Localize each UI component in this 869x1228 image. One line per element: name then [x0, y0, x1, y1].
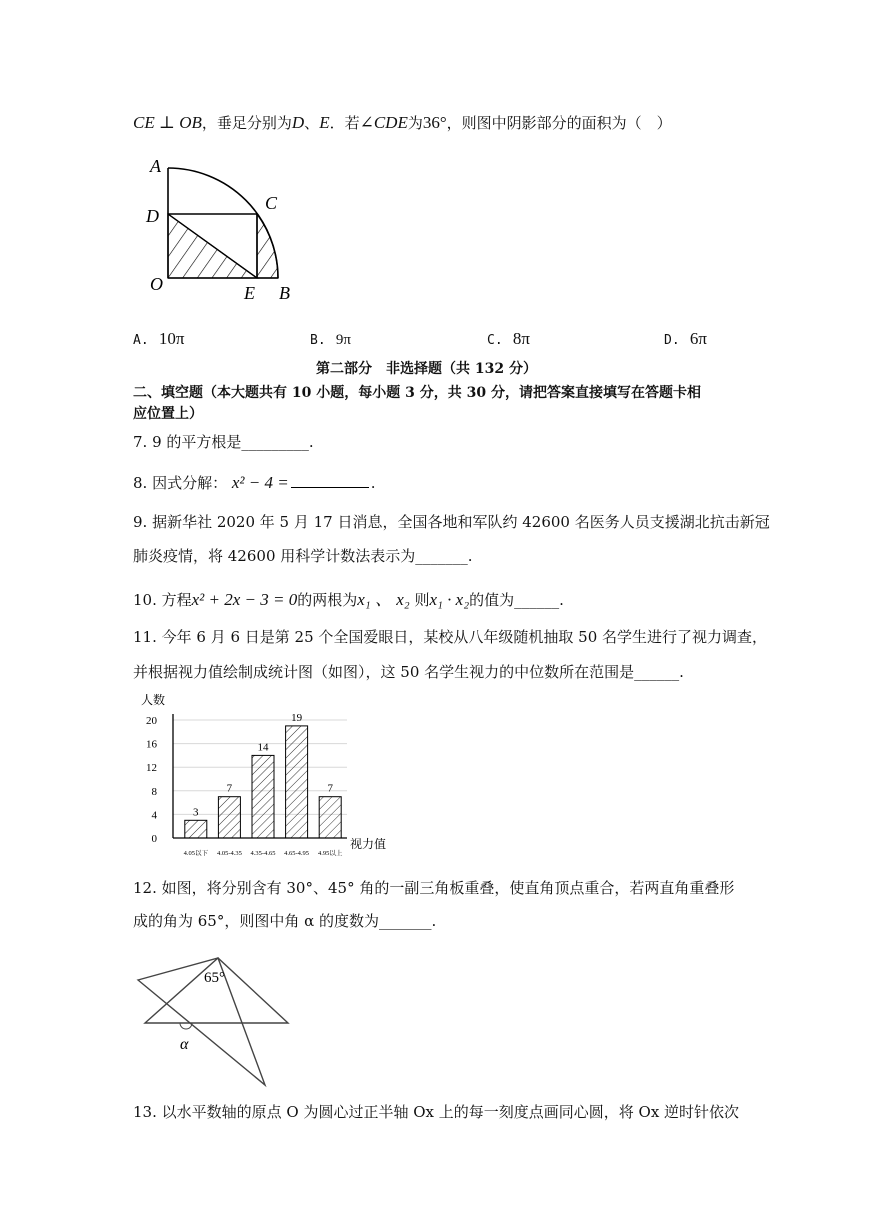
triangle-30deg: [138, 958, 265, 1085]
question-10: [133, 585, 564, 610]
section-heading-line2: 应位置上）: [133, 406, 203, 422]
q6-quarter-circle-figure: [140, 150, 310, 310]
q6-angle: ∠CDE: [359, 113, 408, 132]
section-heading-line1: 二、填空题（本大题共有 10 小题，每小题 3 分，共 30 分，请把答案直接填写在答题卡相: [133, 385, 701, 401]
q8-expression: x² − 4 =: [231, 473, 289, 492]
chart-x-tick-labels: [184, 848, 343, 857]
chart-x-tick-label: 4.05-4.35: [216, 850, 242, 857]
part2-title: 第二部分 非选择题（共 132 分）: [316, 361, 537, 377]
alpha-label: α: [180, 1036, 189, 1053]
question-8: [133, 472, 376, 493]
question-11-line1: 11. 今年 6 月 6 日是第 25 个全国爱眼日，某校从八年级随机抽取 50 名学生进行了视力调查，: [133, 628, 768, 646]
chart-y-tick-label: 4: [151, 809, 157, 822]
choice-letter: A.: [133, 333, 149, 348]
label-a: A: [150, 156, 161, 176]
chart-y-axis-label: 人数: [141, 693, 166, 707]
chart-y-tick-label: 12: [146, 762, 157, 775]
question-9-line1: 9. 据新华社 2020 年 5 月 17 日消息，全国各地和军队约 42600 名医务人员支援湖北抗击新冠: [133, 513, 770, 531]
chart-x-axis-label: 视力值: [350, 837, 387, 851]
chart-bar: [218, 797, 240, 838]
q6-point-d: D: [291, 113, 305, 132]
chart-x-tick-label: 4.05以下: [183, 850, 208, 857]
question-7: 7. 9 的平方根是_________.: [133, 433, 314, 451]
q10-suffix: 的值为______.: [469, 591, 564, 609]
question-12-line2: 成的角为 65°，则图中角 α 的度数为_______.: [133, 912, 437, 930]
choice-d[interactable]: [664, 329, 707, 349]
chart-value-label: 7: [327, 782, 333, 795]
q6-text: 为: [407, 114, 423, 132]
shaded-sliver: [257, 214, 278, 278]
label-e: E: [244, 283, 255, 303]
question-11-line2: 并根据视力值绘制成统计图（如图），这 50 名学生视力的中位数所在范围是______.: [133, 663, 684, 681]
q6-text: ，垂足分别为: [201, 114, 292, 132]
q8-answer-blank[interactable]: [291, 475, 369, 488]
chart-value-label: 19: [291, 711, 303, 724]
q6-point-e: E: [319, 113, 330, 132]
label-b: B: [279, 283, 290, 303]
choice-b[interactable]: [310, 329, 351, 349]
chart-y-tick-label: 8: [151, 785, 157, 798]
vision-bar-chart: [135, 688, 395, 866]
triangle-45deg: [145, 958, 288, 1023]
chart-value-label: 7: [226, 782, 233, 795]
q10-text: 的两根为: [297, 591, 358, 609]
q6-text: ．若: [329, 114, 360, 132]
angle-65-label: 65°: [204, 970, 225, 986]
label-c: C: [265, 193, 278, 213]
chart-bar: [286, 726, 308, 838]
chart-value-label: 3: [193, 806, 199, 819]
triangle-rulers-figure: [130, 940, 300, 1090]
chart-value-label: 14: [257, 741, 269, 754]
q8-prefix: 8. 因式分解：: [133, 474, 228, 492]
choice-a[interactable]: [133, 329, 184, 349]
q10-product: x₁ · x₂: [429, 590, 470, 609]
q6-stem: [133, 112, 672, 133]
q10-equation: x² + 2x − 3 = 0: [191, 590, 298, 609]
chart-bar: [185, 820, 207, 838]
question-9-line2: 肺炎疫情，将 42600 用科学计数法表示为_______.: [133, 547, 473, 565]
choice-letter: B.: [310, 333, 326, 348]
chart-y-tick-label: 20: [146, 715, 157, 727]
label-o: O: [150, 274, 163, 294]
q6-text: ，则图中阴影部分的面积为（ ）: [446, 114, 672, 132]
question-13-line1: 13. 以水平数轴的原点 O 为圆心过正半轴 Ox 上的每一刻度点画同心圆，将 Ox 逆时针依次: [133, 1103, 740, 1121]
chart-x-tick-label: 4.35-4.65: [250, 850, 276, 857]
chart-y-tick-label: 16: [146, 738, 157, 751]
q6-perp: CE ⊥ OB: [133, 113, 202, 132]
q6-text: 、: [304, 114, 320, 132]
chart-bar: [319, 797, 341, 838]
chart-x-tick-label: 4.65-4.95: [284, 850, 310, 857]
question-12-line1: 12. 如图，将分别含有 30°、45° 角的一副三角板重叠，使直角顶点重合，若两直角重叠形: [133, 879, 735, 897]
q6-degree: 36°: [422, 113, 447, 132]
choice-value: 10π: [158, 329, 185, 348]
choice-value: 6π: [689, 329, 707, 348]
chart-y-tick-label: 0: [151, 833, 157, 845]
q10-text: 则: [414, 591, 430, 609]
q10-prefix: 10. 方程: [133, 591, 192, 609]
choice-letter: D.: [664, 333, 680, 348]
q10-roots: x₁ 、 x₂: [357, 590, 410, 609]
q8-suffix: .: [370, 474, 376, 492]
chart-bar: [252, 755, 274, 838]
choice-value: 9π: [335, 332, 351, 348]
choice-letter: C.: [487, 333, 503, 348]
label-d: D: [146, 206, 159, 226]
choice-c[interactable]: [487, 329, 530, 349]
chart-y-tick-labels: [146, 715, 158, 845]
chart-x-tick-label: 4.95以上: [318, 850, 343, 857]
choice-value: 8π: [512, 329, 530, 348]
